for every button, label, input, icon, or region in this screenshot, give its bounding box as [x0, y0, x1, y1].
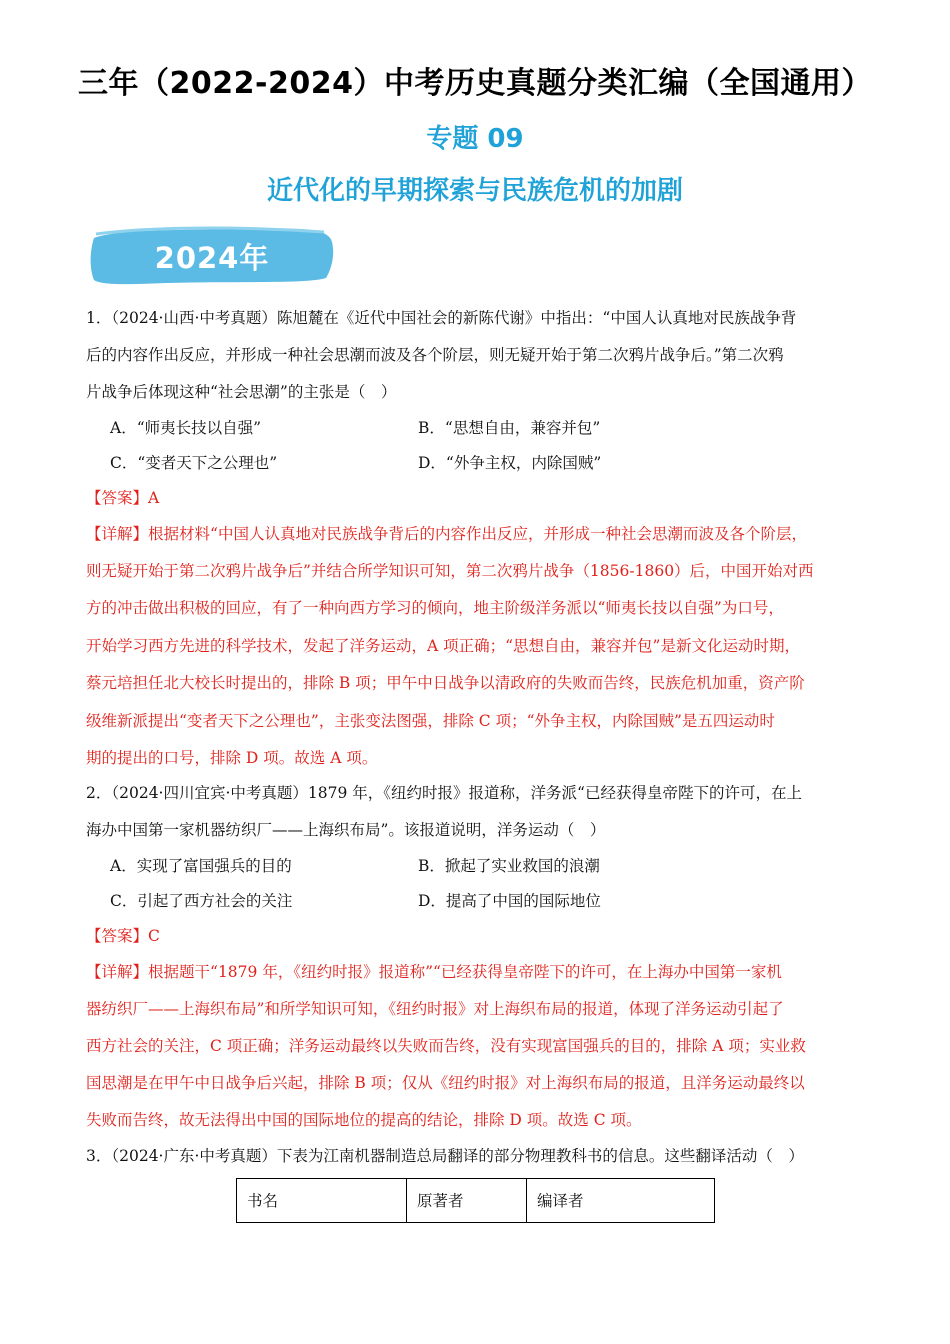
question-3-stem: 3．（2024·广东·中考真题）下表为江南机器制造总局翻译的部分物理教科书的信息。这些翻译活动（ ） — [86, 1147, 804, 1165]
question-1-stem-line-1: 1．（2024·山西·中考真题）陈旭麓在《近代中国社会的新陈代谢》中指出：“中国人认真地对民族战争背 — [86, 309, 797, 327]
question-1-option-c: C．“变者天下之公理也” — [110, 454, 278, 472]
question-1-detail-line-3: 方的冲击做出积极的回应，有了一种向西方学习的倾向，地主阶级洋务派以“师夷长技以自强”为口号， — [86, 599, 784, 617]
question-2-option-a: A．实现了富国强兵的目的 — [110, 857, 292, 875]
question-2-detail-line-5: 失败而告终，故无法得出中国的国际地位的提高的结论，排除 D 项。故选 C 项。 — [86, 1111, 642, 1129]
question-2-detail-line-2: 器纺织厂——上海织布局”和所学知识可知，《纽约时报》对上海织布局的报道，体现了洋务运动引起了 — [86, 1000, 784, 1018]
question-1-detail-line-4: 开始学习西方先进的科学技术，发起了洋务运动，A 项正确；“思想自由，兼容并包”是新文化运动时期， — [86, 637, 800, 655]
question-1-option-d: D．“外争主权，内除国贼” — [418, 454, 602, 472]
header-book-name: 书名 — [237, 1179, 407, 1223]
question-1-answer — [86, 488, 876, 508]
detail-text: 根据材料“中国人认真地对民族战争背后的内容作出反应，并形成一种社会思潮而波及各个阶层， — [148, 525, 807, 543]
question-1-stem-line-3: 片战争后体现这种“社会思潮”的主张是（ ） — [86, 383, 397, 401]
question-2-stem-line-2: 海办中国第一家机器纺织厂——上海织布局”。该报道说明，洋务运动（ ） — [86, 821, 606, 839]
question-2-detail-line-4: 国思潮是在甲午中日战争后兴起，排除 B 项；仅从《纽约时报》对上海织布局的报道，且洋务运动最终以 — [86, 1074, 805, 1092]
document-title: 三年（2022-2024）中考历史真题分类汇编（全国通用） — [78, 66, 872, 101]
answer-value: A — [148, 489, 160, 507]
question-2-option-d: D．提高了中国的国际地位 — [418, 892, 601, 910]
answer-tag: 【答案】 — [86, 927, 149, 945]
year-label: 2024年 — [154, 241, 270, 275]
books-table — [236, 1178, 715, 1223]
table-header-row — [237, 1179, 715, 1223]
header-original-author: 原著者 — [407, 1179, 527, 1223]
question-1-detail-line-7: 期的提出的口号，排除 D 项。故选 A 项。 — [86, 749, 378, 767]
question-1-detail-line-2: 则无疑开始于第二次鸦片战争后”并结合所学知识可知，第二次鸦片战争（1856-1860）后，中国开始对西 — [86, 562, 814, 580]
answer-tag: 【答案】 — [86, 489, 149, 507]
topic-name: 近代化的早期探索与民族危机的加剧 — [266, 176, 683, 206]
question-2-detail-line-1 — [86, 962, 876, 982]
question-2-answer — [86, 926, 876, 946]
question-2-option-c: C．引起了西方社会的关注 — [110, 892, 293, 910]
answer-value: C — [148, 927, 160, 945]
question-1-detail-line-6: 级维新派提出“变者天下之公理也”，主张变法图强，排除 C 项；“外争主权，内除国贼”是五四运动时 — [86, 712, 775, 730]
question-2-detail-line-3: 西方社会的关注，C 项正确；洋务运动最终以失败而告终，没有实现富国强兵的目的，排除 A 项；实业救 — [86, 1037, 806, 1055]
year-badge — [88, 224, 336, 288]
question-2-stem-line-1: 2．（2024·四川宜宾·中考真题）1879 年，《纽约时报》报道称，洋务派“已经获得皇帝陛下的许可，在上 — [86, 784, 802, 802]
topic-number: 专题 09 — [426, 124, 524, 154]
question-1-stem-line-2: 后的内容作出反应，并形成一种社会思潮而波及各个阶层，则无疑开始于第二次鸦片战争后。”第二次鸦 — [86, 346, 784, 364]
question-1-detail-line-5: 蔡元培担任北大校长时提出的，排除 B 项；甲午中日战争以清政府的失败而告终，民族危机加重，资产阶 — [86, 674, 805, 692]
header-translator: 编译者 — [527, 1179, 715, 1223]
detail-tag: 【详解】 — [86, 525, 149, 543]
detail-tag: 【详解】 — [86, 963, 149, 981]
question-2-option-b: B．掀起了实业救国的浪潮 — [418, 857, 600, 875]
question-1-option-a: A．“师夷长技以自强” — [110, 419, 262, 437]
question-1-detail-line-1 — [86, 524, 876, 544]
question-1-option-b: B．“思想自由，兼容并包” — [418, 419, 601, 437]
detail-text: 根据题干“1879 年，《纽约时报》报道称”“已经获得皇帝陛下的许可，在上海办中国第一家机 — [148, 963, 782, 981]
